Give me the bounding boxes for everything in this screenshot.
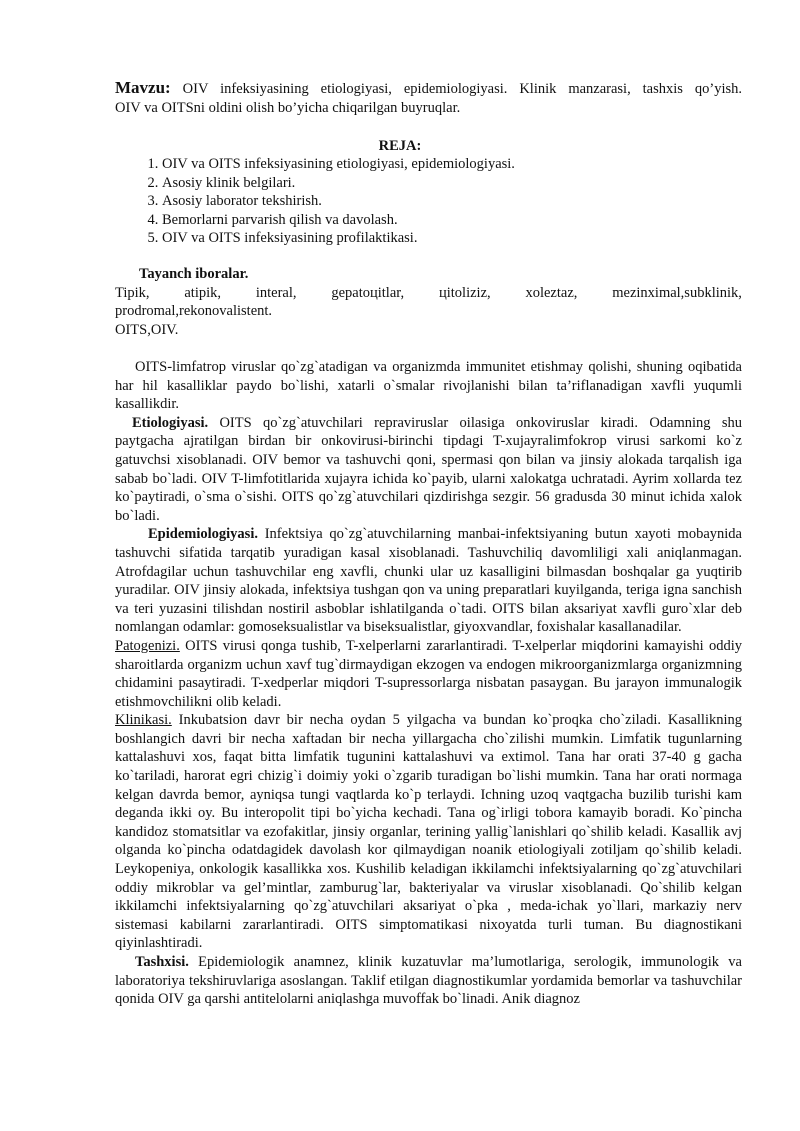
diagnosis-heading: Tashxisi.: [135, 954, 189, 970]
keywords-row: [115, 284, 742, 303]
keyword: Tipik,: [115, 284, 150, 301]
epidemiology-paragraph: [115, 525, 742, 637]
topic-line-1: [115, 79, 742, 99]
topic-section: [115, 79, 742, 117]
clinic-text: Inkubatsion davr bir necha oydan 5 yilgacha va bundan ko`proqka cho`ziladi. Kasallikning boshlangich davri bir necha xaftadan bir necha yillargacha cho`zilishi mumkin. Limfatik tugunlarning kattalashuvi xos, faqat bitta limfatik tugunini kattalashuvi va extimol. Tana har orati 37-40 g gacha ko`tariladi, harorat egri chizig`i doimiy yoki o`zgarib turadigan bo`lishi mumkin. Tana har orati normaga kelgan davrda bemor, ayniqsa tungi vaqtlarda ko`p terlaydi. Ichning uzoq vaqtgacha buzilib turishi kam deganda ikki oy. Bu interopolit tipi bo`yicha kechadi. Tana og`irligi tobora kamayib boradi. Ko`pincha kandidoz stomatsitlar va ezofakitlar, jinsiy organlar, terining yallig`lanishlari qo`shilib keladi. Kasallik avj olganda ko`pincha odatdagidek davolash kor qilmaydigan noanik etiologiyali zotiljam qo`shilib keladi. Leykopeniya, onkologik kasallikka xos. Kushilib keladigan ikkilamchi infektsiyalarning qo`zg`atuvchilari oddiy mikroblar va gel’mintlar, zamburug`lar, bakteriyalar va viruslar xisoblanadi. Qo`shilib kelgan ikkilamchi infektsiyalarning qo`zg`atuvchilari aksariyat o`pka , meda-ichak yo`llari, markaziy nerv sistemasi kabilarni zararlantiradi. OITS simptomatikasi nixoyatda turli tuman. Bu diagnostikani qiyinlashtiradi.: [115, 712, 742, 952]
topic-label: Mavzu:: [115, 78, 171, 97]
body-text: [115, 358, 742, 1009]
etiology-text: OITS qo`zg`atuvchilari repraviruslar oilasiga onkoviruslar kiradi. Odamning shu paytgacha ajratilgan birdan bir onkovirusi-birinchi tipdagi T-xujayralimfokrop virusi sarkomi ko`z gatuvchsi xisoblanadi. OIV bemor va tashuvchi qoni, spermasi qon bilan va jinsiy alokada tarqalish iga sabab bo`ladi. OIV T-limfotitlarida xujayra ichida ko`payib, ularni xalokatga uchratadi. Ayrim xollarda tez ko`paytiradi, o`sma o`sishi. OITS qo`zg`atuvchilari qizdirishga sezgir. 56 gradusda 30 minut ichida xalok bo`ladi.: [115, 414, 742, 524]
diagnosis-paragraph: [115, 953, 742, 1009]
keyword: цitoliziz,: [438, 284, 491, 301]
topic-line-2: OIV va OITSni oldini olish bo’yicha chiqarilgan buyruqlar.: [115, 99, 461, 116]
diagnosis-text: Epidemiologik anamnez, klinik kuzatuvlar ma’lumotlariga, serologik, immunologik va laboratoriya tekshiruvlariga asoslangan. Taklif etilgan diagnostikumlar yordamida bemorlar va tashuvchilar qonida OIV ga qarshi antitelolarni aniqlashga muvoffak bo`linadi. Anik diagnoz: [115, 954, 742, 1008]
keywords-line-3: OITS,OIV.: [115, 321, 179, 338]
topic-text: OIV infeksiyasining etiologiyasi, epidemiologiyasi. Klinik manzarasi, tashxis qo’yish.: [170, 81, 742, 97]
pathogenesis-paragraph: [115, 637, 742, 711]
clinic-paragraph: [115, 711, 742, 953]
pathogenesis-heading: Patogenizi.: [115, 637, 180, 654]
keyword: xoleztaz,: [525, 284, 578, 301]
keyword: mezinximal,subklinik,: [612, 284, 742, 301]
keywords-section: [115, 265, 742, 339]
plan-item: 1. OIV va OITS infeksiyasining etiologiyasi, epidemiologiyasi.: [162, 155, 762, 174]
pathogenesis-text: OITS virusi qonga tushib, T-xelperlarni zararlantiradi. T-xelperlar miqdorini kamayishi oddiy sharoitlarda organizm uchun xavf tug`dirmaydigan ekzogen va endogen mikroorganizmlarga organizmning chidamini pasaytiradi. T-xedperlar miqdori T-supressorlarga nisbatan pasaygan. Bu jarayon immunalogik etishmovchilikni olib keladi.: [115, 637, 742, 710]
etiology-heading: Etiologiyasi.: [132, 414, 209, 431]
keywords-line-2: prodromal,rekonovalistent.: [115, 303, 273, 320]
keywords-title: Tayanch iboralar.: [139, 266, 249, 282]
keyword: gepatoцitlar,: [331, 284, 405, 301]
plan-item: 4. Bemorlarni parvarish qilish va davolash.: [162, 211, 762, 230]
clinic-heading: Klinikasi.: [115, 712, 172, 729]
epidemiology-text: Infektsiya qo`zg`atuvchilarning manbai-infektsiyaning butun xayoti mobaynida tashuvchi sifatida tarqatib yuradigan kasal xisoblanadi. Tashuvchiliq davomliligi xali aniqlanmagan. Atrofdagilar uchun tashuvchilar eng xavfli, chunki ular uz kasalligini bilmasdan boshqalar ga yuqtirib yuradilar. OIV jinsiy alokada, infektsiya tushgan qon va uning preparatlari kuyilganda, teriga igna sanchish va teri yuzasini tilishdan nostiril asboblar ishlatilganda o`tadi. OITS bilan aksariyat xavfli guro`xlar deb nomlangan odamlar: gomoseksualistlar va biseksualistlar, giyoxvandlar, foxishalar kasallanadilar.: [115, 526, 742, 636]
etiology-paragraph: [115, 414, 742, 526]
plan-item: 5. OIV va OITS infeksiyasining profilaktikasi.: [162, 229, 762, 248]
plan-item: 2. Asosiy klinik belgilari.: [162, 174, 762, 193]
keyword: atipik,: [184, 284, 222, 301]
plan-item: 3. Asosiy laborator tekshirish.: [162, 192, 762, 211]
keyword: interal,: [255, 284, 297, 301]
epidemiology-heading: Epidemiologiyasi.: [148, 526, 258, 543]
plan-title: REJA:: [378, 138, 422, 154]
plan-list: [141, 155, 762, 248]
intro-paragraph: OITS-limfatrop viruslar qo`zg`atadigan va organizmda immunitet etishmay qolishi, shuning oqibatida har hil kasalliklar paydo bo`lishi, xatarli o`smalar rivojlanishi bilan ta’riflanadigan xavfli yuqumli kasallikdir.: [115, 359, 742, 413]
